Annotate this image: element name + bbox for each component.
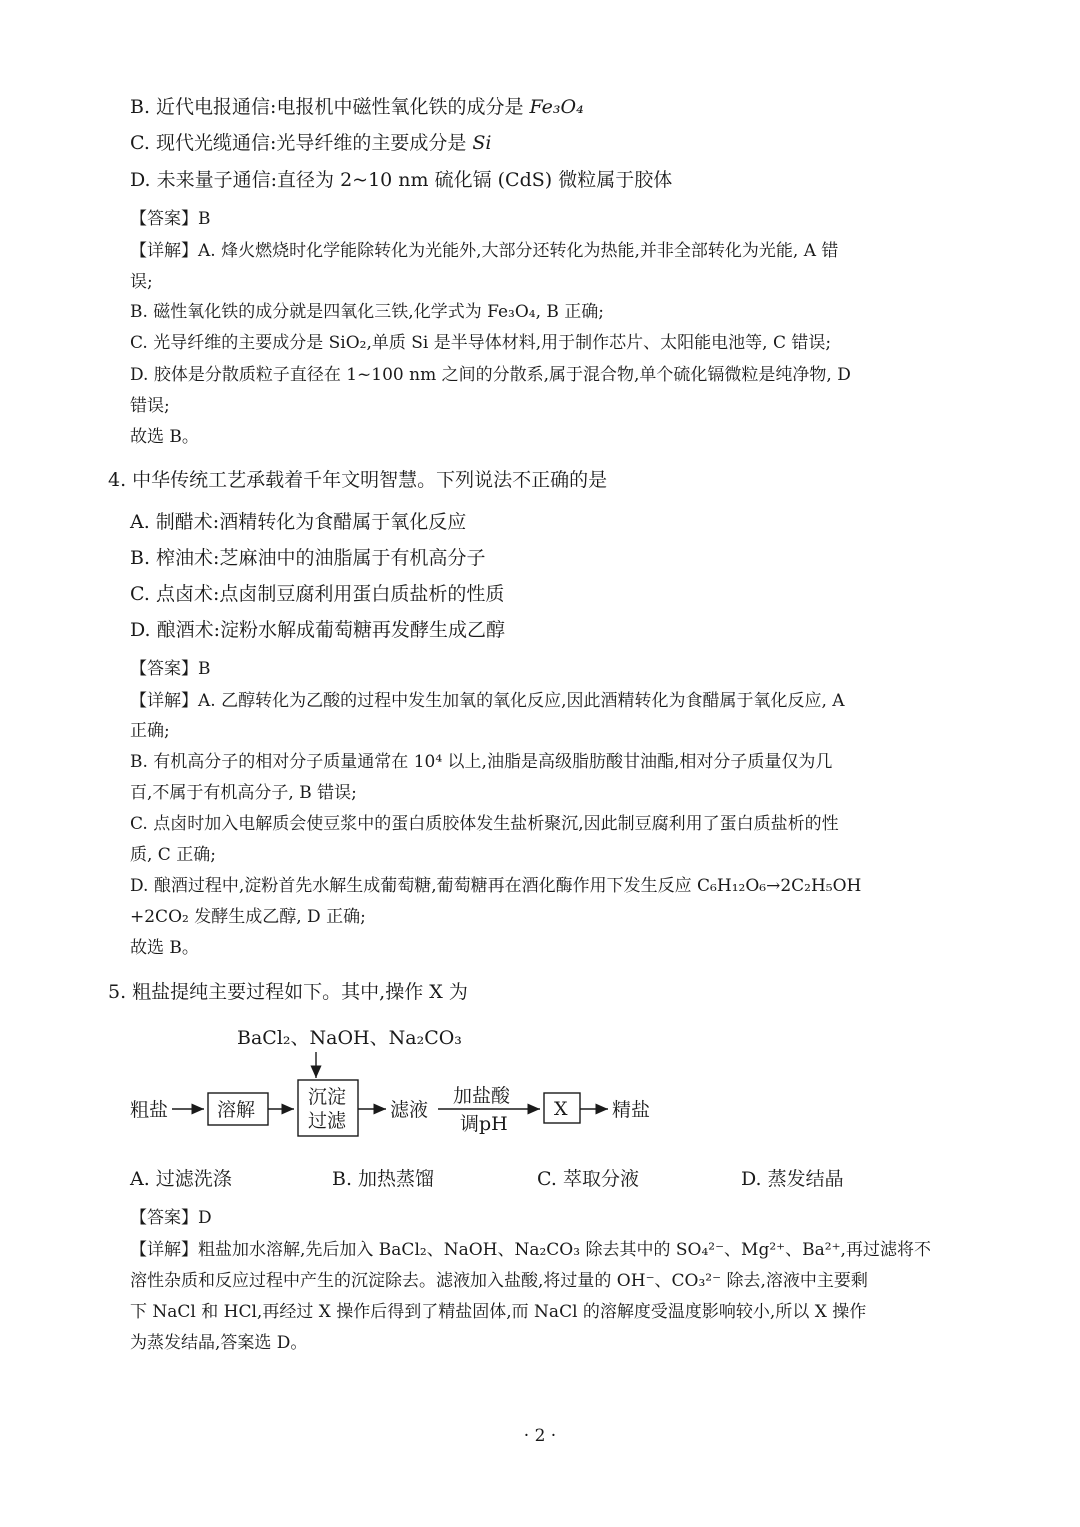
flow-arrow-bottom-label: 调pH bbox=[460, 1113, 508, 1135]
q4-detail-line: D. 酿酒过程中,淀粉首先水解生成葡萄糖,葡萄糖再在酒化酶作用下发生反应 C₆H₁₂O₆→2C₂H₅OH bbox=[130, 876, 862, 896]
q5-detail-line: 下 NaCl 和 HCl,再经过 X 操作后得到了精盐固体,而 NaCl 的溶解度受温度影响较小,所以 X 操作 bbox=[130, 1302, 867, 1322]
q4-detail-line: C. 点卤时加入电解质会使豆浆中的蛋白质胶体发生盐析聚沉,因此制豆腐利用了蛋白质盐析的性 bbox=[130, 814, 839, 834]
flow-arrow-top-label: 加盐酸 bbox=[453, 1085, 511, 1107]
q5-answer: 【答案】D bbox=[130, 1208, 212, 1228]
q5-option-c: C. 萃取分液 bbox=[537, 1168, 639, 1190]
q5-options bbox=[130, 1166, 1030, 1192]
q5-option-d: D. 蒸发结晶 bbox=[741, 1168, 844, 1190]
q3-detail-line: 【详解】A. 烽火燃烧时化学能除转化为光能外,大部分还转化为热能,并非全部转化为光能, A 错 bbox=[130, 241, 839, 261]
q4-option-c: C. 点卤术:点卤制豆腐利用蛋白质盐析的性质 bbox=[130, 583, 505, 605]
q4-option-b: B. 榨油术:芝麻油中的油脂属于有机高分子 bbox=[130, 547, 486, 569]
q4-question: 4. 中华传统工艺承载着千年文明智慧。下列说法不正确的是 bbox=[108, 469, 608, 491]
q4-detail-line: 正确; bbox=[130, 721, 170, 741]
q4-detail-line: 百,不属于有机高分子, B 错误; bbox=[130, 783, 357, 803]
q4-detail-line: 质, C 正确; bbox=[130, 845, 216, 865]
flow-step2-line1: 沉淀 bbox=[308, 1086, 347, 1108]
q3-option-d: D. 未来量子通信:直径为 2~10 nm 硫化镉 (CdS) 微粒属于胶体 bbox=[130, 169, 673, 191]
flow-step2-line2: 过滤 bbox=[308, 1110, 347, 1132]
flow-end: 精盐 bbox=[612, 1099, 651, 1121]
q4-detail-line: 故选 B。 bbox=[130, 938, 199, 958]
flow-reagents: BaCl₂、NaOH、Na₂CO₃ bbox=[237, 1027, 462, 1049]
page-number: · 2 · bbox=[523, 1426, 557, 1446]
q3-option-c: C. 现代光缆通信:光导纤维的主要成分是 Si bbox=[130, 132, 492, 154]
q5-option-b: B. 加热蒸馏 bbox=[332, 1168, 435, 1190]
q3-detail-line: B. 磁性氧化铁的成分就是四氧化三铁,化学式为 Fe₃O₄, B 正确; bbox=[130, 302, 605, 322]
q4-answer: 【答案】B bbox=[130, 659, 211, 679]
flow-step3: X bbox=[554, 1098, 568, 1120]
salt-purification-flowchart bbox=[120, 1020, 680, 1140]
flow-step1: 溶解 bbox=[217, 1099, 256, 1121]
q3-option-b-formula: Fe₃O₄ bbox=[529, 96, 584, 118]
q5-detail-line: 为蒸发结晶,答案选 D。 bbox=[130, 1333, 308, 1353]
q3-option-c-formula: Si bbox=[472, 132, 492, 154]
flow-start: 粗盐 bbox=[130, 1099, 169, 1121]
q4-detail-line: 【详解】A. 乙醇转化为乙酸的过程中发生加氧的氧化反应,因此酒精转化为食醋属于氧化反应, A bbox=[130, 691, 845, 711]
q4-detail-line: B. 有机高分子的相对分子质量通常在 10⁴ 以上,油脂是高级脂肪酸甘油酯,相对分子质量仅为几 bbox=[130, 752, 833, 772]
q5-detail-line: 溶性杂质和反应过程中产生的沉淀除去。滤液加入盐酸,将过量的 OH⁻、CO₃²⁻ 除去,溶液中主要剩 bbox=[130, 1271, 868, 1291]
q3-option-b: B. 近代电报通信:电报机中磁性氧化铁的成分是 Fe₃O₄ bbox=[130, 96, 584, 118]
flow-filtrate: 滤液 bbox=[390, 1099, 429, 1121]
q4-detail-line: +2CO₂ 发酵生成乙醇, D 正确; bbox=[130, 907, 366, 927]
q3-detail-line: 故选 B。 bbox=[130, 427, 199, 447]
q5-detail-line: 【详解】粗盐加水溶解,先后加入 BaCl₂、NaOH、Na₂CO₃ 除去其中的 SO₄²⁻、Mg²⁺、Ba²⁺,再过滤将不 bbox=[130, 1240, 931, 1260]
q3-answer: 【答案】B bbox=[130, 209, 211, 229]
q5-option-a: A. 过滤洗涤 bbox=[130, 1168, 232, 1190]
q4-option-d: D. 酿酒术:淀粉水解成葡萄糖再发酵生成乙醇 bbox=[130, 619, 506, 641]
q3-detail-line: 错误; bbox=[130, 396, 170, 416]
q4-option-a: A. 制醋术:酒精转化为食醋属于氧化反应 bbox=[130, 511, 467, 533]
q3-detail-line: 误; bbox=[130, 272, 153, 292]
q3-detail-line: D. 胶体是分散质粒子直径在 1~100 nm 之间的分散系,属于混合物,单个硫化镉微粒是纯净物, D bbox=[130, 365, 851, 385]
q3-detail-line: C. 光导纤维的主要成分是 SiO₂,单质 Si 是半导体材料,用于制作芯片、太阳能电池等, C 错误; bbox=[130, 333, 832, 353]
q5-question: 5. 粗盐提纯主要过程如下。其中,操作 X 为 bbox=[108, 981, 468, 1003]
